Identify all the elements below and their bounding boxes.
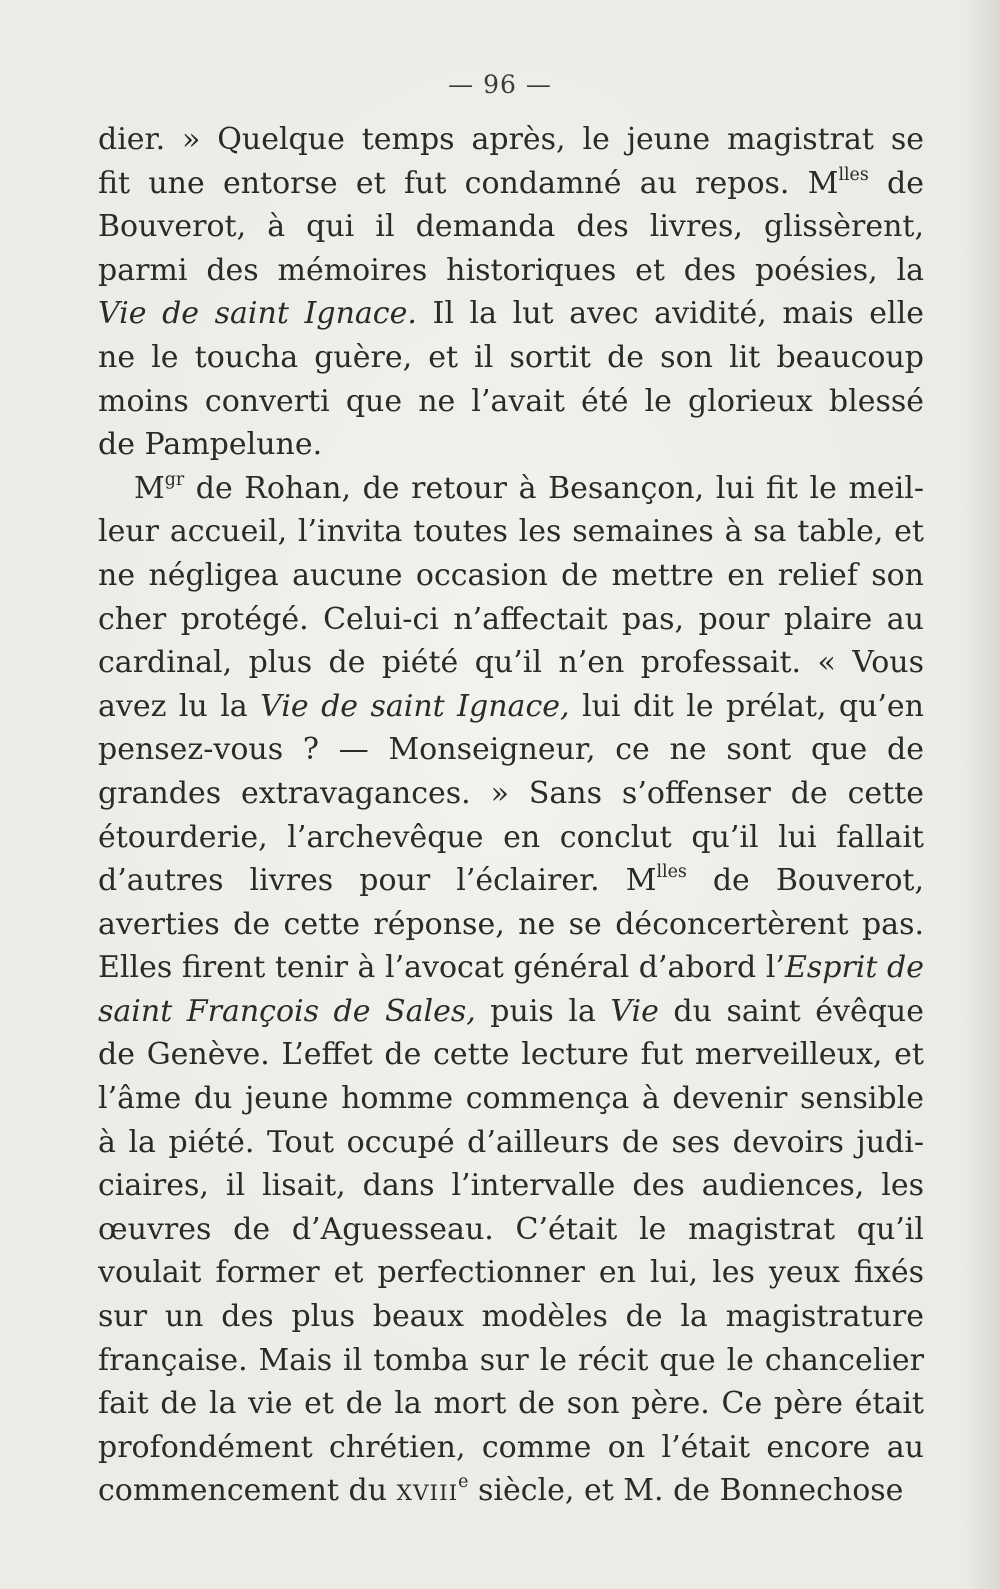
text-span: leur accueil, l’invita toutes les semaines à sa table, et <box>98 514 924 550</box>
text-span: lui dit le prélat, qu’en <box>569 688 924 724</box>
text-line <box>98 1164 924 1208</box>
text-span: du saint évêque <box>658 993 924 1029</box>
text-line <box>98 467 924 511</box>
text-span: profondément chrétien, comme on l’était encore au <box>98 1429 924 1465</box>
text-line <box>98 1121 924 1165</box>
text-line <box>98 1077 924 1121</box>
italic-text: Vie de saint Ignace. <box>98 296 417 332</box>
text-span: de Rohan, de retour à Besançon, lui fit le meil- <box>184 470 924 506</box>
text-line <box>98 423 924 467</box>
text-line <box>98 336 924 380</box>
text-line <box>98 1033 924 1077</box>
text-span: grandes extravagances. » Sans s’offenser de cette <box>98 775 924 811</box>
text-span: avez lu la <box>98 688 261 724</box>
text-line <box>98 510 924 554</box>
text-line <box>98 990 924 1034</box>
text-line <box>98 1339 924 1383</box>
text-span: d’autres livres pour l’éclairer. M <box>98 863 657 899</box>
superscript-text: e <box>458 1472 469 1493</box>
text-span: dier. » Quelque temps après, le jeune magistrat se <box>98 122 924 157</box>
text-line <box>98 903 924 947</box>
text-line <box>98 1382 924 1426</box>
text-span: Elles firent tenir à l’avocat général d’abord l’ <box>98 950 785 986</box>
text-line <box>98 772 924 816</box>
text-line <box>98 380 924 424</box>
text-span: de Genève. L’effet de cette lecture fut merveilleux, et <box>98 1037 924 1073</box>
text-span: Bouverot, à qui il demanda des livres, glissèrent, <box>98 209 924 245</box>
text-line <box>98 1295 924 1339</box>
italic-text: Vie de saint Ignace, <box>260 688 570 724</box>
text-line <box>98 162 924 206</box>
text-span: ciaires, il lisait, dans l’intervalle des audiences, les <box>98 1168 924 1204</box>
italic-text: Esprit de <box>784 950 924 986</box>
text-line <box>98 554 924 598</box>
text-span: l’âme du jeune homme commença à devenir sensible <box>98 1081 924 1117</box>
text-span: siècle, et M. de Bonnechose <box>468 1473 904 1509</box>
text-span: de <box>868 165 924 201</box>
superscript-text: lles <box>656 862 687 883</box>
text-span: fit une entorse et fut condamné au repos. M <box>98 165 839 201</box>
text-line <box>98 249 924 293</box>
text-span: parmi des mémoires historiques et des poésies, la <box>98 252 924 288</box>
text-line <box>98 816 924 860</box>
text-span: sur un des plus beaux modèles de la magistrature <box>98 1299 924 1335</box>
page-number: — 96 — <box>448 70 552 99</box>
text-span: de Pampelune. <box>98 427 323 463</box>
text-line <box>98 1426 924 1470</box>
italic-text: Vie <box>610 993 659 1029</box>
text-span: voulait former et perfectionner en lui, les yeux fixés <box>98 1255 924 1291</box>
text-line <box>98 1251 924 1295</box>
text-span: Il la lut avec avidité, mais elle <box>416 296 924 332</box>
text-span: ne négligea aucune occasion de mettre en relief son <box>98 557 924 593</box>
text-span: pensez-vous ? — Monseigneur, ce ne sont que de <box>98 732 924 768</box>
text-span: cardinal, plus de piété qu’il n’en professait. « Vous <box>98 645 924 681</box>
text-span: averties de cette réponse, ne se déconcertèrent pas. <box>98 906 924 942</box>
text-line <box>98 641 924 685</box>
text-line <box>98 1469 924 1513</box>
text-line <box>98 728 924 772</box>
superscript-text: lles <box>838 164 869 185</box>
text-span: fait de la vie et de la mort de son père. Ce père était <box>98 1386 924 1422</box>
text-span: œuvres de d’Aguesseau. C’était le magistrat qu’il <box>98 1211 924 1247</box>
text-line <box>98 118 924 162</box>
text-span: française. Mais il tomba sur le récit que le chancelier <box>98 1342 924 1378</box>
text-line <box>98 292 924 336</box>
text-line <box>98 946 924 990</box>
italic-text: saint François de Sales, <box>98 993 476 1029</box>
text-line <box>98 685 924 729</box>
page-edge-shadow <box>964 0 1000 1589</box>
superscript-text: gr <box>164 469 185 490</box>
text-span: à la piété. Tout occupé d’ailleurs de ses devoirs judi- <box>98 1124 924 1160</box>
text-span: moins converti que ne l’avait été le glorieux blessé <box>98 383 924 419</box>
text-span: de Bouverot, <box>686 863 924 899</box>
text-line <box>98 205 924 249</box>
text-span: ne le toucha guère, et il sortit de son lit beaucoup <box>98 339 924 375</box>
text-span: puis la <box>475 993 611 1029</box>
text-span: étourderie, l’archevêque en conclut qu’il lui fallait <box>98 819 924 855</box>
text-line <box>98 859 924 903</box>
text-line <box>98 598 924 642</box>
text-span: M <box>134 470 165 506</box>
text-line <box>98 1208 924 1252</box>
text-span: commencement du <box>98 1473 397 1509</box>
text-span: XVIII <box>396 1481 459 1507</box>
body-text <box>98 118 924 1513</box>
text-span: cher protégé. Celui-ci n’affectait pas, pour plaire au <box>98 601 924 637</box>
